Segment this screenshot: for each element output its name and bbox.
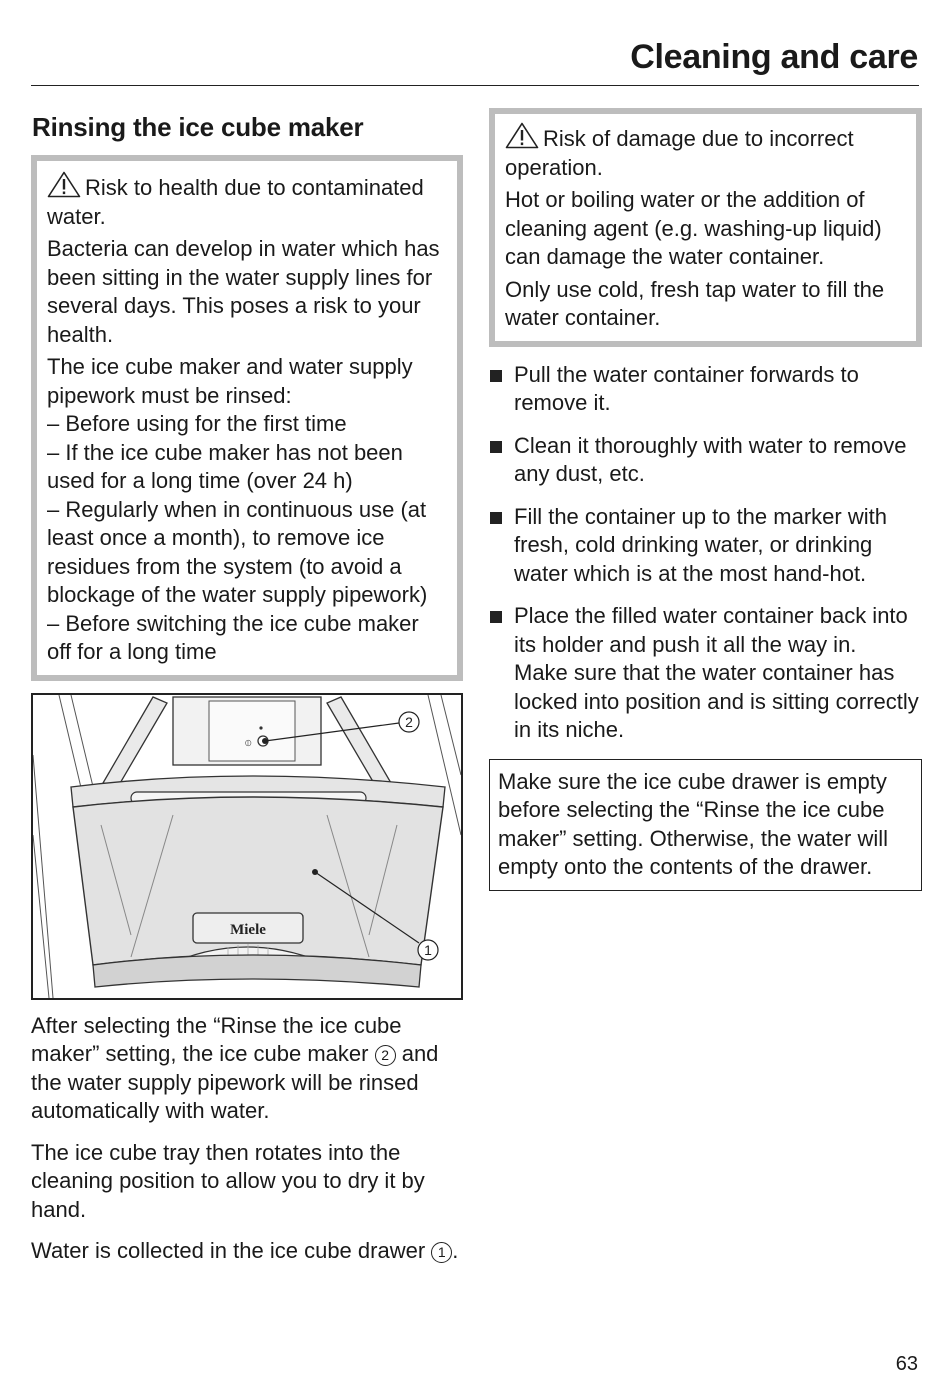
instruction-step [489, 361, 922, 418]
step-extra-text: Make sure that the water container has locked into position and is sitting correctly in its niche. [514, 660, 919, 742]
body-paragraph [31, 1237, 463, 1266]
rinse-item: – Before using for the first time [47, 411, 347, 436]
section-heading: Rinsing the ice cube maker [32, 112, 364, 142]
para3-before: Water is collected in the ice cube drawer [31, 1238, 432, 1263]
right-column [489, 108, 922, 891]
rinse-item: – Regularly when in continuous use (at least once a month), to remove ice residues from the system (to avoid a blockage of the water supply pipework) [47, 496, 428, 607]
rinse-intro: The ice cube maker and water supply pipework must be rinsed: [47, 354, 413, 408]
rinse-item: – If the ice cube maker has not been used for a long time (over 24 h) [47, 439, 403, 493]
rinse-item: – Before switching the ice cube maker off for a long time [47, 610, 419, 664]
page-number: 63 [895, 1353, 918, 1375]
square-bullet-icon [490, 441, 502, 453]
square-bullet-icon [490, 370, 502, 382]
instruction-steps [489, 361, 922, 745]
square-bullet-icon [490, 611, 502, 623]
step-text: Fill the container up to the marker with fresh, cold drinking water, or drinking water which is at the most hand-hot. [514, 503, 887, 586]
health-warning-title [47, 171, 447, 231]
callout-1-ref: 1 [431, 1242, 452, 1263]
damage-warning-title-text: Risk of damage due to incorrect operation. [505, 126, 854, 180]
step-text: Pull the water container forwards to remove it. [514, 361, 859, 415]
left-column [31, 108, 463, 1266]
square-bullet-icon [490, 512, 502, 524]
note-box: Make sure the ice cube drawer is empty before selecting the “Rinse the ice cube maker” setting. Otherwise, the water will empty onto the contents of the drawer. [489, 759, 922, 891]
damage-warning-paragraph: Only use cold, fresh tap water to fill the water container. [505, 276, 885, 330]
page-header-title: Cleaning and care [630, 38, 918, 76]
damage-warning-box [489, 108, 922, 347]
damage-warning-paragraph: Hot or boiling water or the addition of cleaning agent (e.g. washing-up liquid) can damage the water container. [505, 187, 882, 269]
header-rule [31, 85, 919, 86]
step-text: Clean it thoroughly with water to remove any dust, etc. [514, 432, 907, 486]
health-warning-paragraph: Bacteria can develop in water which has been sitting in the water supply lines for several days. This poses a risk to your health. [47, 236, 440, 347]
body-paragraph: The ice cube tray then rotates into the cleaning position to allow you to dry it by hand. [31, 1139, 425, 1222]
callout-2-ref: 2 [375, 1045, 396, 1066]
para1-before: After selecting the “Rinse the ice cube maker” setting, the ice cube maker [31, 1012, 402, 1066]
brand-logo: Miele [230, 921, 266, 938]
svg-text:⦶: ⦶ [245, 737, 252, 748]
ice-cube-maker-illustration [31, 693, 463, 1000]
callout-1-label: 1 [424, 941, 432, 958]
para3-after: . [452, 1238, 459, 1263]
step-text: Place the filled water container back into its holder and push it all the way in. [514, 603, 908, 657]
para1-after: and the water supply pipework will be rinsed automatically with water. [31, 1041, 439, 1123]
instruction-step [489, 602, 922, 745]
health-warning-title-text: Risk to health due to contaminated water. [47, 175, 424, 229]
ice-drawer-drawing [33, 695, 461, 998]
damage-warning-title [505, 122, 906, 182]
warning-triangle-icon [47, 171, 81, 198]
body-paragraph [31, 1012, 463, 1126]
instruction-step [489, 503, 922, 589]
instruction-step [489, 432, 922, 489]
health-warning-paragraph [47, 353, 447, 667]
warning-triangle-icon [505, 122, 539, 149]
callout-2-label: 2 [405, 713, 413, 730]
health-warning-box [31, 155, 463, 681]
